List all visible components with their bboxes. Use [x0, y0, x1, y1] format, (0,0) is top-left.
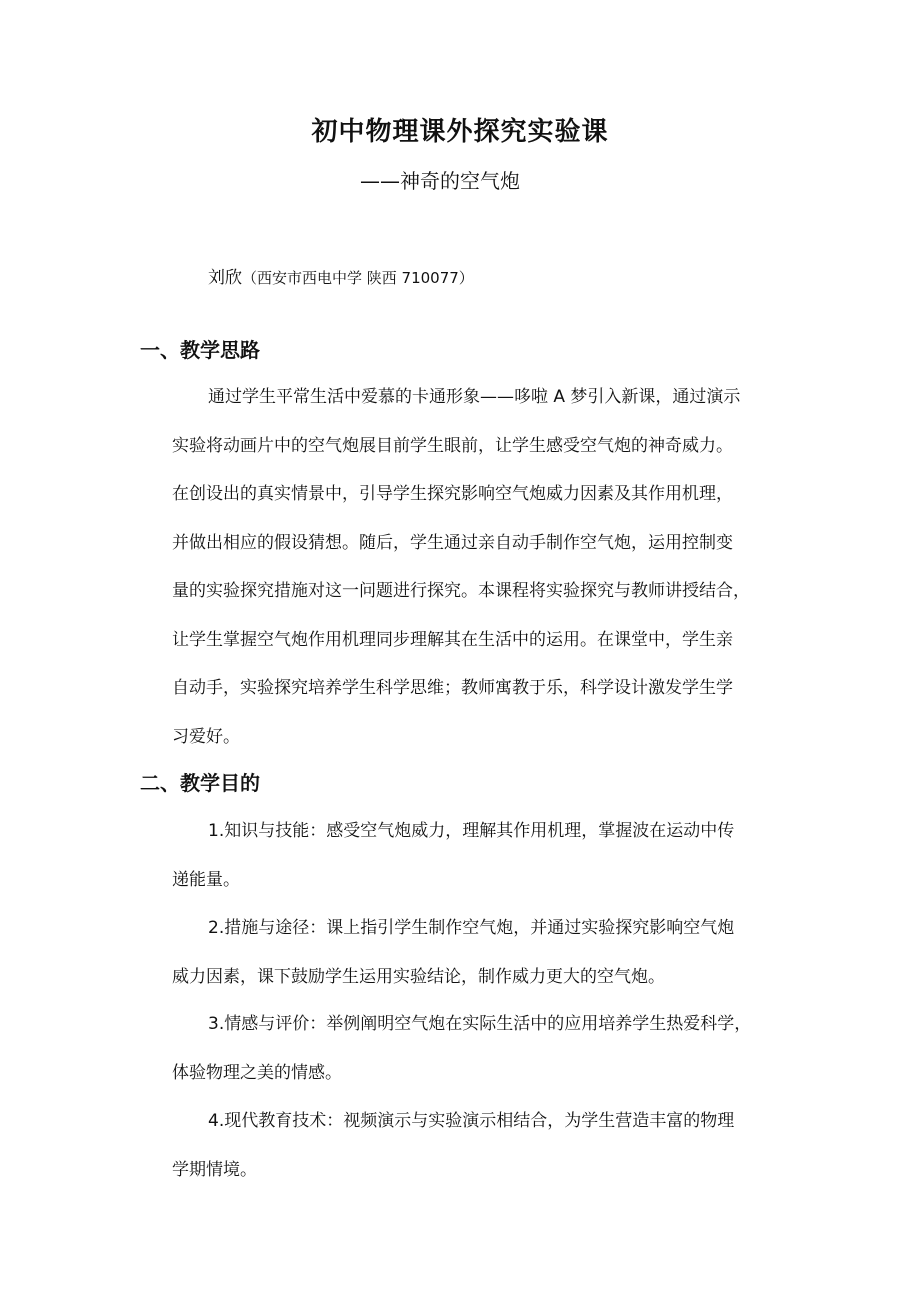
- paragraph-line: 在创设出的真实情景中，引导学生探究影响空气炮威力因素及其作用机理，: [172, 484, 733, 504]
- document-subtitle: ——神奇的空气炮: [360, 169, 520, 193]
- paragraph-line: 实验将动画片中的空气炮展目前学生眼前，让学生感受空气炮的神奇威力。: [172, 435, 733, 456]
- paragraph-line: 通过学生平常生活中爱慕的卡通形象——哆啦 A 梦引入新课，通过演示: [208, 387, 741, 407]
- paragraph-line: 习爱好。: [172, 726, 240, 747]
- section-paragraph: [172, 1097, 784, 1194]
- author-affiliation: （西安市西电中学 陕西 710077）: [242, 269, 474, 287]
- paragraph-line: 递能量。: [172, 869, 240, 890]
- paragraph-line: 1.知识与技能：感受空气炮威力，理解其作用机理，掌握波在运动中传: [208, 821, 735, 841]
- section-heading: 二、教学目的: [140, 771, 260, 795]
- section-heading: 一、教学思路: [140, 338, 260, 362]
- paragraph-line: 让学生掌握空气炮作用机理同步理解其在生活中的运用。在课堂中，学生亲: [172, 629, 733, 650]
- section-paragraph: [172, 373, 784, 761]
- paragraph-line: 4.现代教育技术：视频演示与实验演示相结合，为学生营造丰富的物理: [208, 1111, 735, 1131]
- paragraph-line: 2.措施与途径：课上指引学生制作空气炮，并通过实验探究影响空气炮: [208, 918, 735, 938]
- paragraph-line: 3.情感与评价：举例阐明空气炮在实际生活中的应用培养学生热爱科学，: [208, 1014, 752, 1034]
- section-paragraph: [172, 1000, 784, 1097]
- section-paragraph: [172, 904, 784, 1001]
- paragraph-line: 威力因素，课下鼓励学生运用实验结论，制作威力更大的空气炮。: [172, 966, 665, 987]
- author-line: [208, 264, 474, 292]
- author-name: 刘欣: [208, 268, 242, 288]
- paragraph-line: 自动手，实验探究培养学生科学思维；教师寓教于乐，科学设计激发学生学: [172, 678, 733, 698]
- paragraph-line: 并做出相应的假设猜想。随后，学生通过亲自动手制作空气炮，运用控制变: [172, 532, 733, 553]
- paragraph-line: 量的实验探究措施对这一问题进行探究。本课程将实验探究与教师讲授结合，: [172, 581, 750, 601]
- paragraph-line: 体验物理之美的情感。: [172, 1062, 342, 1083]
- document-title: 初中物理课外探究实验课: [311, 117, 609, 147]
- section-paragraph: [172, 807, 784, 904]
- paragraph-line: 学期情境。: [172, 1159, 257, 1180]
